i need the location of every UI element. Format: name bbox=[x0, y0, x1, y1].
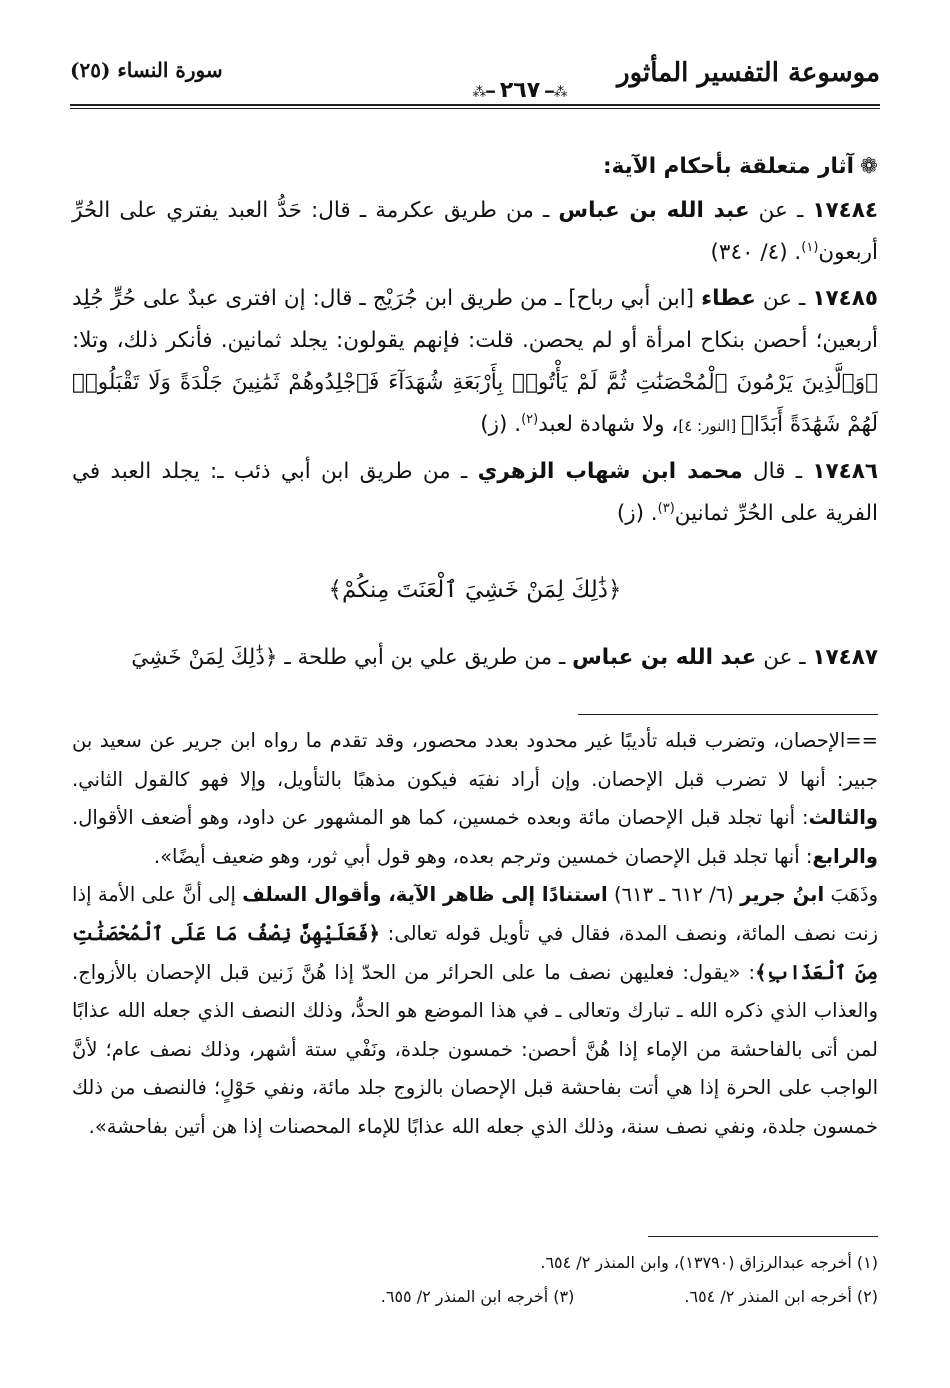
book-title: موسوعة التفسير المأثور bbox=[617, 58, 880, 88]
entry-text: ، ولا شهادة لعبد bbox=[538, 412, 679, 437]
page-header bbox=[70, 52, 880, 112]
main-text bbox=[72, 146, 878, 683]
note-label: والرابع bbox=[812, 844, 878, 868]
quran-verse: ﴿فَعَلَيْهِنَّ نِصْفُ مَا عَلَى ٱلْمُحْصَنَٰتِ مِنَ ٱلْعَذَابِ﴾ bbox=[72, 921, 879, 984]
flower-ornament-icon: ❁ bbox=[859, 154, 878, 179]
entry-number: ١٧٤٨٧ bbox=[812, 645, 878, 670]
narrator-name: محمد ابن شهاب الزهري bbox=[477, 459, 743, 484]
verse-heading: ﴿ذَٰلِكَ لِمَنْ خَشِيَ ٱلْعَنَتَ مِنكُمْ﴾ bbox=[328, 577, 622, 603]
narrator-name: عبد الله بن عباس bbox=[572, 645, 757, 670]
entry-17487 bbox=[72, 637, 878, 679]
entry-17485 bbox=[72, 278, 878, 447]
narrator-name: عطاء bbox=[701, 286, 756, 311]
note-text: : أنها تجلد قبل الإحصان خمسين وترجم بعده، وهو قول أبي ثور، وهو ضعيف أيضًا». bbox=[153, 844, 813, 868]
entry-text: [ابن أبي رباح] ـ من طريق ابن جُرَيْج ـ قال: إن افترى عبدٌ على حُرٍّ جُلِد أربعين؛ أحصن بنكاح امرأة أو لم يحصن. قلت: فإنهم يقولون: يجلد ثمانين. فأنكر ذلك، وتلا: bbox=[72, 286, 878, 353]
note-text: وذَهَبَ bbox=[824, 883, 879, 907]
footnote-marker: (٣) bbox=[657, 500, 675, 516]
entry-text: ـ عن bbox=[756, 645, 813, 670]
section-heading bbox=[72, 146, 878, 188]
entry-text: ـ من طريق ابن أبي ذئب ـ: يجلد العبد في الفرية على الحُرِّ ثمانين bbox=[72, 459, 878, 526]
entry-text: . (ز) bbox=[480, 412, 522, 437]
surah-name: سورة النساء (٢٥) bbox=[70, 58, 223, 82]
note-text: ==الإحصان، وتضرب قبله تأديبًا غير محدود بعدد محصور، وقد تقدم ما رواه ابن جرير عن سعيد بن جبير: أنها لا تضرب قبل الإحصان. وإن أراد نفيَه فيكون مذهبًا بالتأويل، وإلا فهو كالقول الثاني. bbox=[72, 729, 878, 791]
footnotes-divider bbox=[648, 1236, 878, 1237]
footnote-row bbox=[72, 1280, 878, 1314]
verse-reference: [النور: ٤] bbox=[678, 417, 741, 435]
quran-verse: ﴿وَٱلَّذِينَ يَرْمُونَ ٱلْمُحْصَنَٰتِ ثُمَّ لَمْ يَأْتُوا۟ بِأَرْبَعَةِ شُهَدَآءَ فَٱجْلِدُوهُمْ ثَمَٰنِينَ جَلْدَةً وَلَا تَقْبَلُوا۟ لَهُمْ شَهَٰدَةً أَبَدًا﴾ bbox=[72, 370, 878, 437]
quran-verse: ﴿ذَٰلِكَ لِمَنْ خَشِيَ bbox=[131, 645, 278, 670]
note-text: : «يقول: فعليهن نصف ما على الحرائر من الحدّ إذا هُنَّ زَنين قبل الإحصان بالأزواج. والعذاب الذي ذكره الله ـ تبارك وتعالى ـ في هذا الموضع هو الحدُّ، وذلك النصف الذي جعله الله عذابًا لمن أتى بالفاحشة من الإماء إذا هُنَّ أحصن: خمسون جلدة، ونَفْي ستة أشهر، وذلك نصف عام؛ لأنَّ الواجب على الحرة إذا هي أتت بفاحشة قبل الإحصان بالزوج جلد مائة، ونفي حَوْلٍ؛ فالنصف من ذلك خمسون جلدة، ونفي نصف سنة، وذلك الذي جعله الله عذابًا للإماء المحصنات إذا هن أتين بفاحشة». bbox=[72, 960, 878, 1138]
note-label: والثالث bbox=[808, 806, 878, 830]
entry-number: ١٧٤٨٦ bbox=[812, 459, 878, 484]
page-number: ٢٦٧ bbox=[499, 78, 541, 103]
entry-text: ـ من طريق عكرمة ـ قال: حَدُّ العبد يفتري على الحُرِّ أربعون bbox=[72, 198, 878, 265]
footnote-marker: (١) bbox=[801, 239, 819, 255]
footnote-3: (٣) أخرجه ابن المنذر ٢/ ٦٥٥. bbox=[380, 1287, 575, 1306]
entry-text: ـ قال bbox=[742, 459, 813, 484]
footnote-1: (١) أخرجه عبدالرزاق (١٣٧٩٠)، وابن المنذر ٢/ ٦٥٤. bbox=[540, 1253, 878, 1272]
narrator-name: عبد الله بن عباس bbox=[558, 198, 750, 223]
entry-text: . (٤/ ٣٤٠) bbox=[710, 240, 802, 265]
entry-text: ـ عن bbox=[749, 198, 813, 223]
header-rule bbox=[70, 104, 880, 106]
commentary-notes bbox=[72, 722, 878, 1147]
note-emphasis: استنادًا إلى ظاهر الآية، وأقوال السلف bbox=[242, 883, 608, 907]
notes-divider bbox=[578, 714, 878, 715]
footnote-2: (٢) أخرجه ابن المنذر ٢/ ٦٥٤. bbox=[684, 1287, 878, 1306]
scholar-name: ابنُ جرير bbox=[740, 883, 825, 907]
entry-17484 bbox=[72, 190, 878, 274]
footnotes bbox=[72, 1246, 878, 1314]
page-number-block bbox=[430, 78, 610, 103]
notes-paragraph-2 bbox=[72, 876, 878, 1146]
note-text: : أنها تجلد قبل الإحصان مائة وبعده خمسين، كما هو المشهور عن داود، وهو أضعف الأقوال. bbox=[72, 806, 809, 830]
entry-17486 bbox=[72, 451, 878, 535]
ornament-left-icon: ⁂━ bbox=[545, 84, 568, 101]
entry-number: ١٧٤٨٥ bbox=[812, 286, 879, 311]
entry-text: ـ عن bbox=[755, 286, 813, 311]
note-citation: (٦/ ٦١٢ ـ ٦١٣) bbox=[607, 883, 741, 907]
notes-paragraph-1 bbox=[72, 722, 878, 876]
footnote-marker: (٢) bbox=[521, 411, 539, 427]
entry-text: . (ز) bbox=[616, 501, 658, 526]
section-heading-text: آثار متعلقة بأحكام الآية: bbox=[603, 154, 854, 179]
header-rule-thin bbox=[70, 108, 880, 109]
note-text: إلى أنَّ على الأمة إذا زنت نصف المائة، ونصف المدة، فقال في تأويل قوله تعالى: bbox=[72, 883, 879, 945]
entry-number: ١٧٤٨٤ bbox=[812, 198, 878, 223]
entry-text: ـ من طريق علي بن أبي طلحة ـ bbox=[277, 645, 573, 670]
ornament-right-icon: ━⁂ bbox=[472, 84, 495, 101]
